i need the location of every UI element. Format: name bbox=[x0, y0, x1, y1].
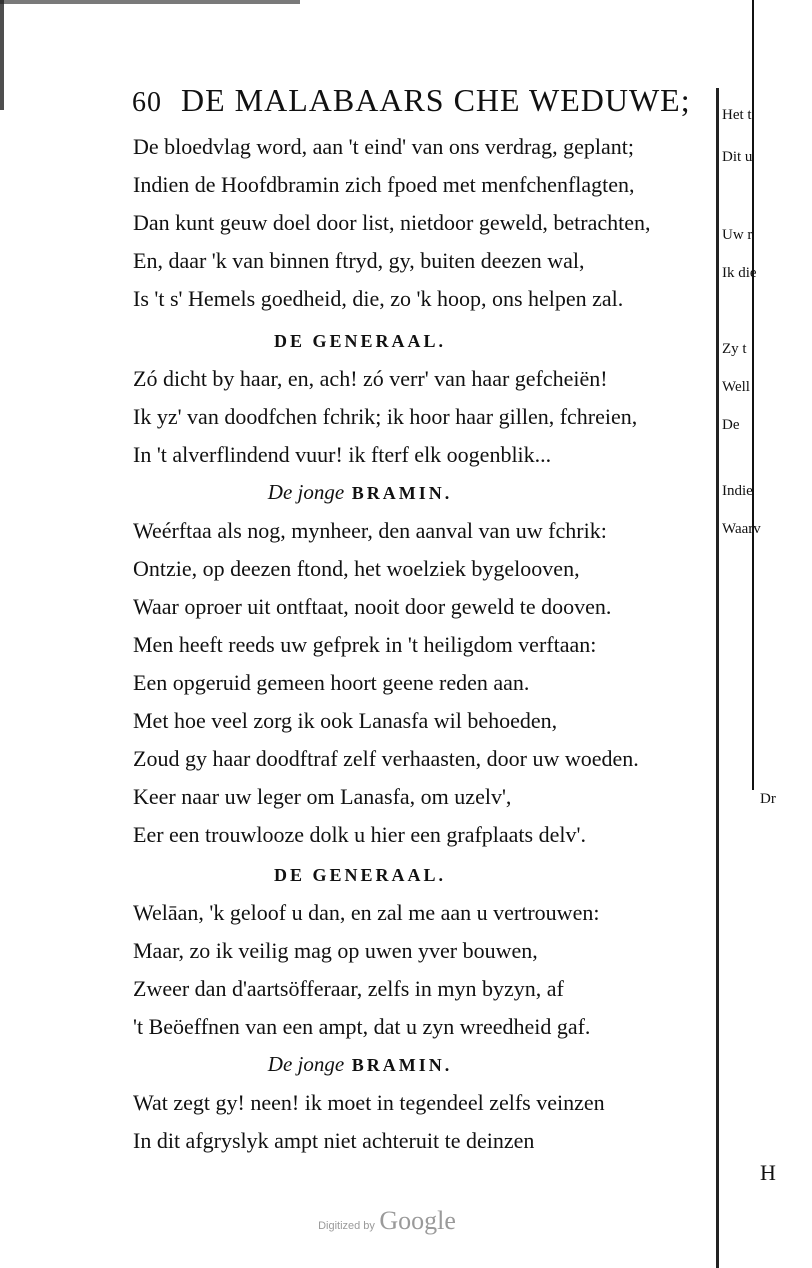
margin-fragment: Zy t bbox=[722, 341, 747, 357]
speaker-prefix: De jonge bbox=[267, 480, 345, 504]
margin-fragment: Well bbox=[722, 379, 750, 395]
verse-line: Waar oproer uit ontftaat, nooit door geweld te dooven. bbox=[133, 594, 612, 619]
speaker-name: BRAMIN. bbox=[351, 1055, 453, 1075]
speaker-heading: DE GENERAAL. bbox=[273, 331, 447, 351]
verse-line: Zoud gy haar doodftraf zelf verhaasten, door uw woeden. bbox=[133, 746, 639, 771]
verse-line: Zó dicht by haar, en, ach! zó verr' van haar gefcheiën! bbox=[133, 366, 608, 391]
verse-line: En, daar 'k van binnen ftryd, gy, buiten deezen wal, bbox=[133, 248, 585, 273]
speaker-heading bbox=[0, 482, 720, 503]
verse-line: Maar, zo ik veilig mag op uwen yver bouwen, bbox=[133, 938, 538, 963]
verse-line: Is 't s' Hemels goedheid, die, zo 'k hoop, ons helpen zal. bbox=[133, 286, 624, 311]
margin-fragment: Indie bbox=[722, 483, 753, 499]
verse-line: Ontzie, op deezen ftond, het woelziek bygelooven, bbox=[133, 556, 580, 581]
google-logo: Google bbox=[379, 1206, 456, 1235]
verse-line: Met hoe veel zorg ik ook Lanasfa wil behoeden, bbox=[133, 708, 558, 733]
page-number: 60 bbox=[132, 87, 162, 118]
speaker-name: BRAMIN. bbox=[351, 483, 453, 503]
verse-line: Men heeft reeds uw gefprek in 't heiligdom verftaan: bbox=[133, 632, 597, 657]
verse-line: Welāan, 'k geloof u dan, en zal me aan u vertrouwen: bbox=[133, 900, 600, 925]
verse-line: Dan kunt geuw doel door list, nietdoor geweld, betrachten, bbox=[133, 210, 651, 235]
running-header bbox=[132, 82, 712, 119]
margin-fragment: Dit u bbox=[722, 149, 753, 165]
speaker-heading: DE GENERAAL. bbox=[273, 865, 447, 885]
margin-fragment: Ik die bbox=[722, 265, 757, 281]
verse-line: Ik yz' van doodfchen fchrik; ik hoor haar gillen, fchreien, bbox=[133, 404, 638, 429]
verse-line: In 't alverflindend vuur! ik fterf elk oogenblik... bbox=[133, 442, 552, 467]
verse-line: Een opgeruid gemeen hoort geene reden aan. bbox=[133, 670, 530, 695]
margin-fragment: Dr bbox=[760, 791, 776, 807]
verse-line: Eer een trouwlooze dolk u hier een grafplaats delv'. bbox=[133, 822, 586, 847]
verse-line: Indien de Hoofdbramin zich fpoed met menfchenflagten, bbox=[133, 172, 635, 197]
digitization-watermark bbox=[0, 1206, 774, 1236]
speaker-heading bbox=[0, 1054, 720, 1075]
verse-line: Weérftaa als nog, mynheer, den aanval van uw fchrik: bbox=[133, 518, 607, 543]
verse-line: Wat zegt gy! neen! ik moet in tegendeel zelfs veinzen bbox=[133, 1090, 605, 1115]
verse-line: Zweer dan d'aartsöfferaar, zelfs in myn byzyn, af bbox=[133, 976, 564, 1001]
margin-fragment: De bbox=[722, 417, 740, 433]
page-edge-top bbox=[0, 0, 300, 4]
verse-line: 't Beöeffnen van een ampt, dat u zyn wreedheid gaf. bbox=[133, 1014, 591, 1039]
margin-fragment: Waarv bbox=[722, 521, 761, 537]
verse-line: Keer naar uw leger om Lanasfa, om uzelv', bbox=[133, 784, 512, 809]
digitized-by-label: Digitized by bbox=[318, 1220, 375, 1232]
page-edge-left bbox=[0, 0, 4, 110]
speaker-prefix: De jonge bbox=[267, 1052, 345, 1076]
running-title: DE MALABAARS CHE WEDUWE; bbox=[181, 82, 691, 118]
verse-line: In dit afgryslyk ampt niet achteruit te deinzen bbox=[133, 1128, 535, 1153]
verse-line: De bloedvlag word, aan 't eind' van ons verdrag, geplant; bbox=[133, 134, 634, 159]
catchword: H bbox=[760, 1160, 776, 1185]
margin-fragment: Uw r bbox=[722, 227, 753, 243]
margin-fragment: Het t bbox=[722, 107, 752, 123]
